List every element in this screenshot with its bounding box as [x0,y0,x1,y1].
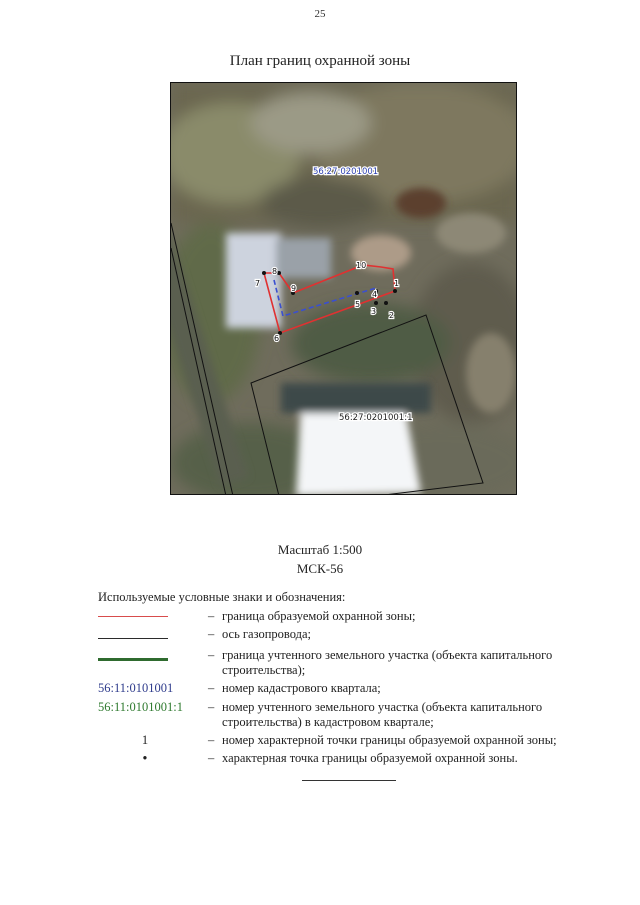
legend-item [98,681,598,696]
legend-text: граница образуемой охранной зоны; [222,609,416,623]
legend-item [98,733,598,748]
quarter-label: 56:27:0201001 [313,167,379,177]
satellite-map [171,83,517,495]
legend-dash: – [208,751,215,765]
legend-symbol-zone-boundary [98,609,208,624]
point-label-7: 7 [255,279,261,288]
legend-symbol-parcel-boundary [98,648,208,678]
legend-item [98,609,598,624]
legend-item [98,700,598,730]
legend-item [98,648,598,678]
legend-item [98,627,598,642]
point-label-10: 10 [356,261,367,270]
footer-divider [302,780,396,781]
scale-text: Масштаб 1:500 [277,542,363,557]
point-label-3: 3 [371,307,377,316]
legend-symbol-point-number: 1 [141,733,149,747]
page-number: 25 [314,8,326,20]
point-label-4: 4 [372,290,378,299]
legend-dash: – [208,609,215,623]
legend-dash: – [208,700,215,714]
point-label-2: 2 [389,311,395,320]
legend-dash: – [208,681,215,695]
legend-header: Используемые условные знаки и обозначения: [98,590,346,604]
point-label-6: 6 [274,334,280,343]
legend-text: характерная точка границы образуемой охранной зоны. [222,751,518,765]
legend-dash: – [208,648,215,662]
point-label-8: 8 [272,267,278,276]
page-title: План границ охранной зоны [229,53,411,69]
coordinate-system: МСК-56 [296,561,344,576]
point-label-5: 5 [355,300,361,309]
legend-text: номер характерной точки границы образуемой охранной зоны; [222,733,557,747]
legend-text: граница учтенного земельного участка (объекта капитального строительства); [222,648,553,677]
legend-item [98,751,598,766]
scale-info [0,540,640,578]
legend-text: номер кадастрового квартала; [222,681,381,695]
legend-symbol-point-dot: • [142,751,148,765]
parcel-label: 56:27:0201001:1 [339,413,413,423]
map-image [170,82,517,495]
legend-dash: – [208,733,215,747]
legend-text: номер учтенного земельного участка (объекта капитального строительства) в кадастровом квартале; [222,700,543,729]
point-label-1: 1 [394,279,400,288]
legend-dash: – [208,627,215,641]
legend-text: ось газопровода; [222,627,312,641]
legend [98,590,598,769]
legend-symbol-parcel-number: 56:11:0101001:1 [98,700,183,714]
legend-symbol-quarter-number: 56:11:0101001 [98,681,174,695]
point-label-9: 9 [291,284,297,293]
legend-symbol-gas-axis [98,627,208,642]
